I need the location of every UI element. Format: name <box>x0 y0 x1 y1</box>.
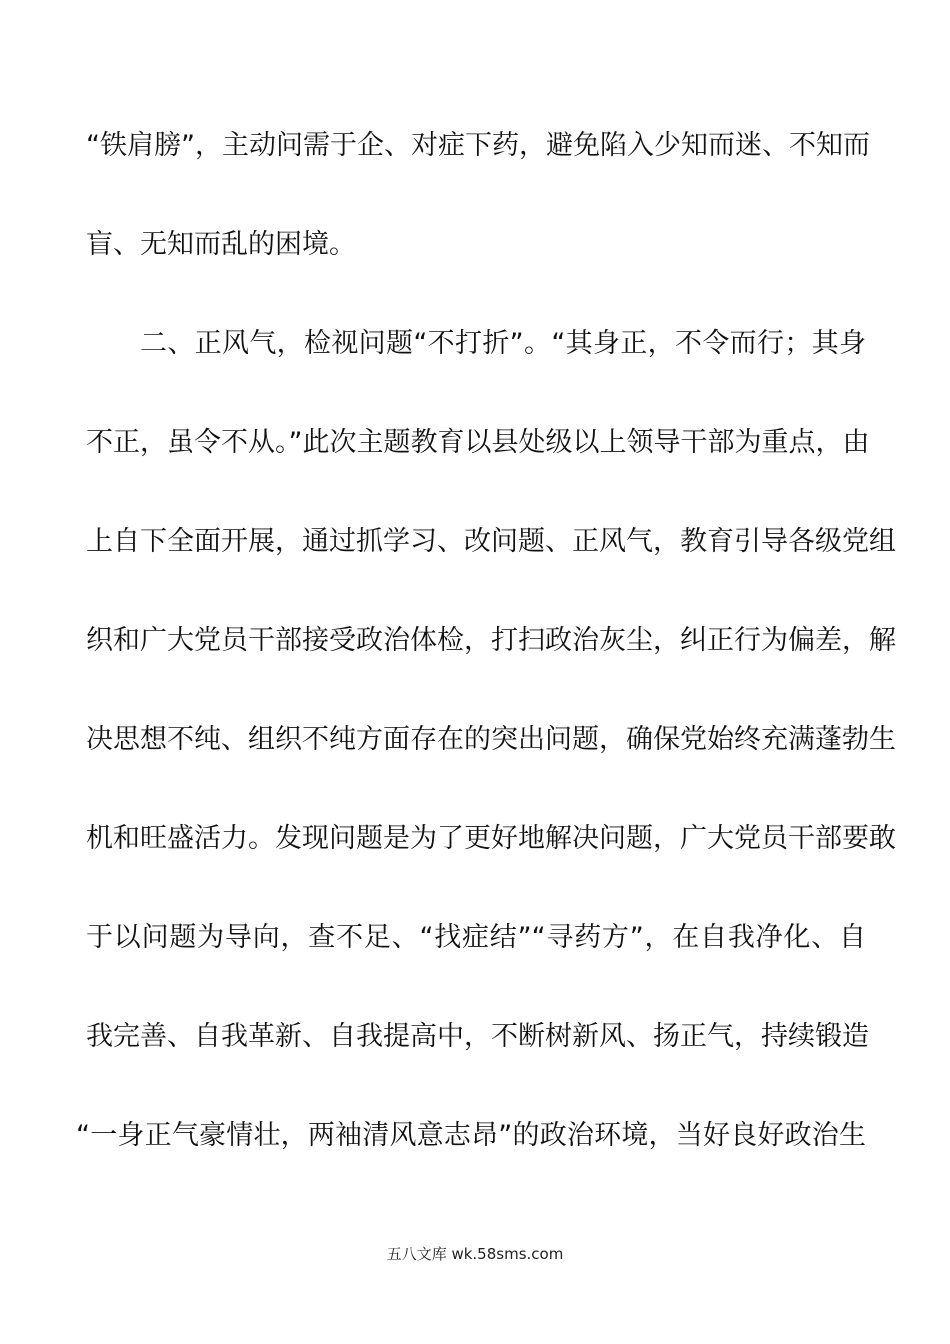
paragraph-line: 决思想不纯、组织不纯方面存在的突出问题，确保党始终充满蓬勃生 <box>86 724 896 755</box>
paragraph-line: “一身正气豪情壮，两袖清风意志昂”的政治环境，当好良好政治生 <box>76 1120 866 1151</box>
paragraph-line: 我完善、自我革新、自我提高中，不断树新风、扬正气，持续锻造 <box>86 1021 869 1052</box>
paragraph-line: 盲、无知而乱的困境。 <box>86 229 356 260</box>
paragraph-line: 于以问题为导向，查不足、“找症结”“寻药方”，在自我净化、自 <box>86 922 866 953</box>
paragraph-line: “铁肩膀”，主动问需于企、对症下药，避免陷入少知而迷、不知而 <box>86 130 870 161</box>
paragraph-line: 机和旺盛活力。发现问题是为了更好地解决问题，广大党员干部要敢 <box>86 823 896 854</box>
paragraph-line: 织和广大党员干部接受政治体检，打扫政治灰尘，纠正行为偏差，解 <box>86 625 896 656</box>
paragraph-line: 上自下全面开展，通过抓学习、改问题、正风气，教育引导各级党组 <box>86 526 896 557</box>
footer-watermark: 五八文库 wk.58sms.com <box>386 1245 564 1263</box>
paragraph-line: 不正，虽令不从。”此次主题教育以县处级以上领导干部为重点，由 <box>86 427 870 458</box>
section-heading-line: 二、正风气，检视问题“不打折”。“其身正，不令而行；其身 <box>140 328 866 359</box>
